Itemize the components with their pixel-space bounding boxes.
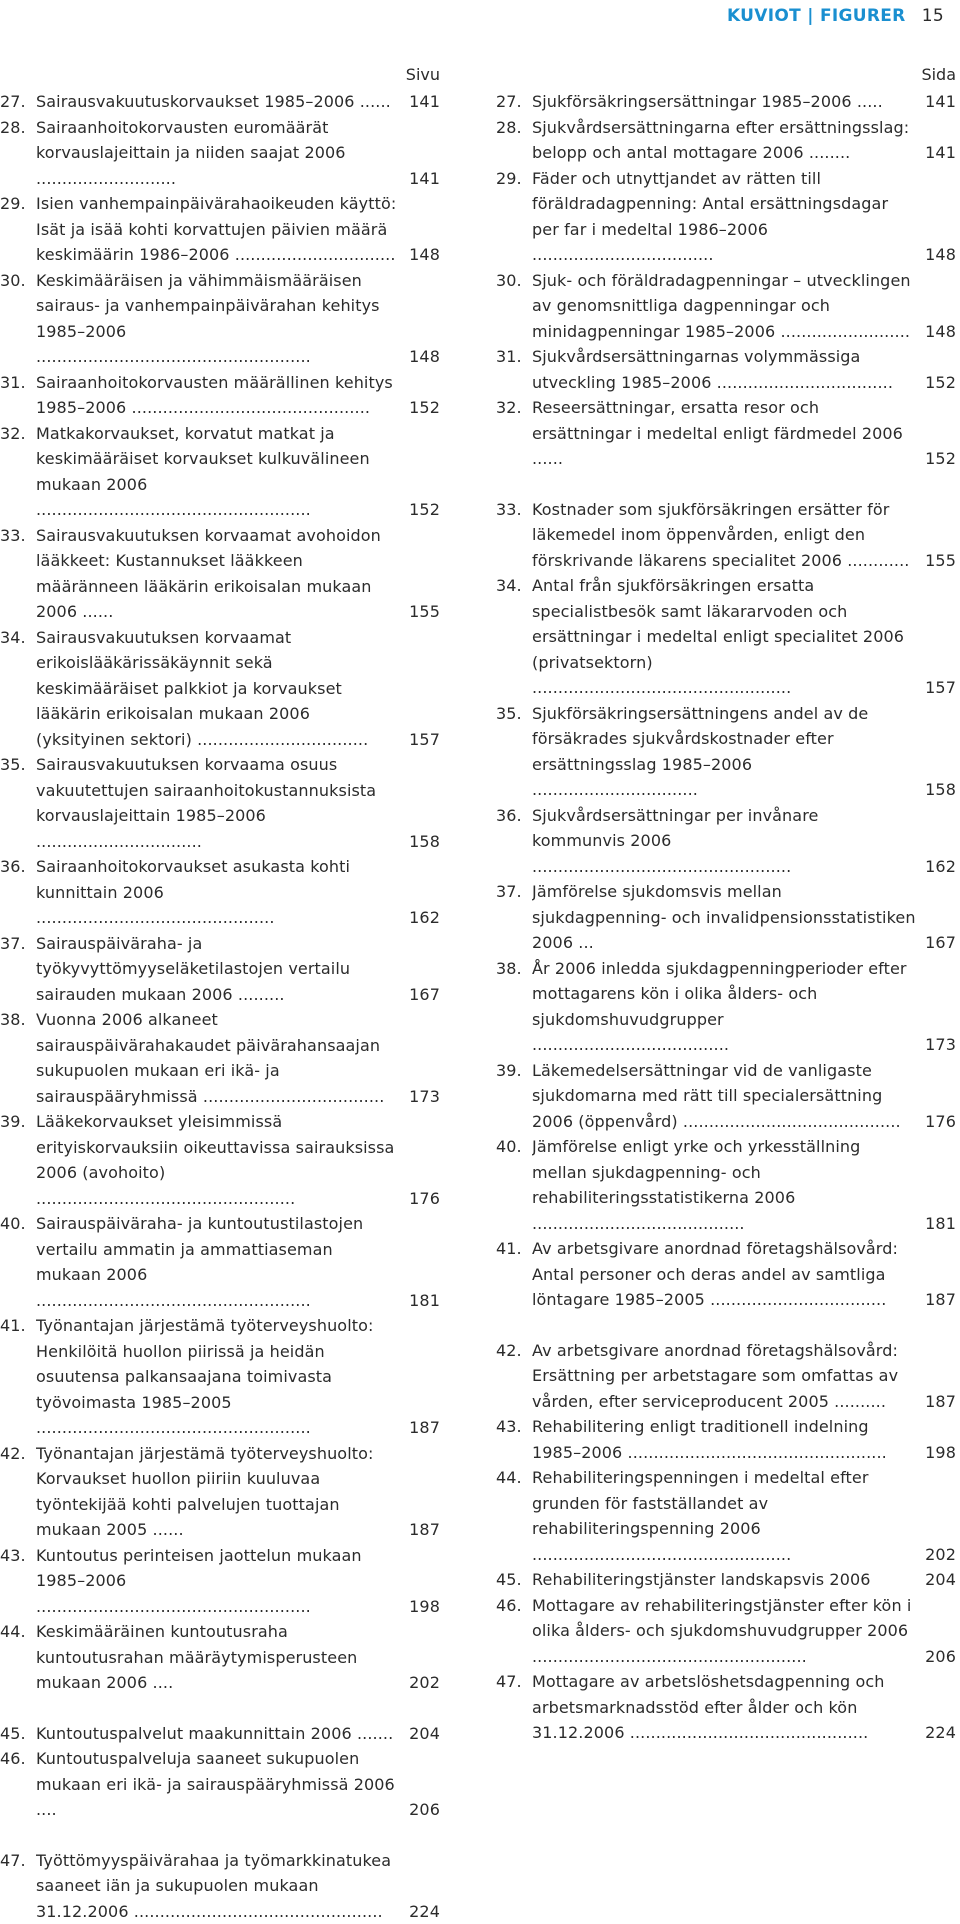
entry-title: Fäder och utnyttjandet av rätten till föräldradagpenning: Antal ersättningsdagar per far i medeltal 1986–2006 ................................... <box>532 166 916 268</box>
toc-entry[interactable] <box>0 1313 440 1441</box>
entry-title: Av arbetsgivare anordnad företagshälsovård: Ersättning per arbetstagare som omfattas av vården, efter serviceproducent 2005 .......... <box>532 1338 916 1415</box>
entry-title: Kuntoutuspalvelut maakunnittain 2006 ....... <box>36 1721 400 1747</box>
entry-page: 187 <box>400 1415 440 1441</box>
entry-number: 40. <box>0 1211 36 1237</box>
entry-page: 204 <box>916 1567 956 1593</box>
entry-number: 38. <box>0 1007 36 1033</box>
entry-page: 202 <box>916 1542 956 1568</box>
entry-number: 33. <box>0 523 36 549</box>
entry-page: 224 <box>400 1899 440 1924</box>
entry-number: 45. <box>496 1567 532 1593</box>
entry-page: 148 <box>400 344 440 370</box>
entry-page: 181 <box>400 1288 440 1314</box>
entry-number: 27. <box>496 89 532 115</box>
toc-entry[interactable] <box>0 89 440 115</box>
entry-page: 158 <box>400 829 440 855</box>
entry-title: Sairausvakuutuksen korvaamat avohoidon lääkkeet: Kustannukset lääkkeen määränneen lääkärin erikoisalan mukaan 2006 ...... <box>36 523 400 625</box>
entry-page: 157 <box>400 727 440 753</box>
toc-entry[interactable] <box>496 268 956 345</box>
toc-entry[interactable] <box>496 1414 956 1465</box>
entry-title: Jämförelse enligt yrke och yrkesställning mellan sjukdagpenning- och rehabiliteringsstatistikerna 2006 ......................................... <box>532 1134 916 1236</box>
toc-entry[interactable] <box>496 1236 956 1313</box>
entry-number: 36. <box>496 803 532 829</box>
toc-entry[interactable] <box>496 115 956 166</box>
entry-page: 206 <box>916 1644 956 1670</box>
entry-title: Sairauspäiväraha- ja työkyvyttömyyseläketilastojen vertailu sairauden mukaan 2006 ......... <box>36 931 400 1008</box>
entry-number: 44. <box>0 1619 36 1645</box>
toc-entry[interactable] <box>0 1543 440 1620</box>
entry-page: 158 <box>916 777 956 803</box>
entry-page: 167 <box>916 930 956 956</box>
section-title: KUVIOT | FIGURER <box>727 6 906 26</box>
entry-number: 29. <box>496 166 532 192</box>
entry-page: 157 <box>916 675 956 701</box>
entry-title: Vuonna 2006 alkaneet sairauspäivärahakaudet päivärahansaajan sukupuolen mukaan eri ikä- ja sairauspääryhmissä ................................... <box>36 1007 400 1109</box>
entry-title: Työttömyyspäivärahaa ja työmarkkinatukea saaneet iän ja sukupuolen mukaan 31.12.2006 ................................................ <box>36 1848 400 1924</box>
toc-entry[interactable] <box>0 268 440 370</box>
entry-number: 27. <box>0 89 36 115</box>
entry-number: 40. <box>496 1134 532 1160</box>
entry-page: 155 <box>916 548 956 574</box>
entry-number: 37. <box>496 879 532 905</box>
entry-page: 187 <box>916 1389 956 1415</box>
toc-entry[interactable] <box>0 523 440 625</box>
toc-entry[interactable] <box>496 803 956 880</box>
entry-number: 33. <box>496 497 532 523</box>
spacer <box>496 472 956 497</box>
entry-title: Reseersättningar, ersatta resor och ersättningar i medeltal enligt färdmedel 2006 ...... <box>532 395 916 472</box>
entry-page: 148 <box>916 319 956 345</box>
entry-number: 32. <box>496 395 532 421</box>
entry-title: Sairaanhoitokorvaukset asukasta kohti kunnittain 2006 .............................................. <box>36 854 400 931</box>
toc-entry[interactable] <box>0 1619 440 1696</box>
toc-entry[interactable] <box>0 854 440 931</box>
toc-entry[interactable] <box>496 1465 956 1567</box>
toc-entry[interactable] <box>0 1109 440 1211</box>
toc-entry[interactable] <box>496 956 956 1058</box>
entry-title: Rehabiliteringspenningen i medeltal efter grunden för fastställandet av rehabiliteringspenning 2006 .................................................. <box>532 1465 916 1567</box>
entry-title: Rehabiliteringstjänster landskapsvis 2006 <box>532 1567 916 1593</box>
entry-title: Sjukvårdsersättningarnas volymmässiga utveckling 1985–2006 .................................. <box>532 344 916 395</box>
entry-page: 148 <box>400 242 440 268</box>
entry-title: Kuntoutus perinteisen jaottelun mukaan 1985–2006 ..................................................... <box>36 1543 400 1620</box>
spacer <box>0 1823 440 1848</box>
entry-number: 47. <box>0 1848 36 1874</box>
entry-title: Sairausvakuutuskorvaukset 1985–2006 ...... <box>36 89 400 115</box>
entry-number: 41. <box>496 1236 532 1262</box>
entry-title: Sjukförsäkringsersättningar 1985–2006 ..... <box>532 89 916 115</box>
toc-entry[interactable] <box>0 115 440 192</box>
toc-entry[interactable] <box>496 1593 956 1670</box>
entry-page: 141 <box>400 89 440 115</box>
entry-title: Mottagare av rehabiliteringstjänster efter kön i olika ålders- och sjukdomshuvudgrupper 2006 ..................................................... <box>532 1593 916 1670</box>
toc-entry[interactable] <box>496 1134 956 1236</box>
entry-page: 206 <box>400 1797 440 1823</box>
toc-entry[interactable] <box>0 1007 440 1109</box>
toc-entry[interactable] <box>496 1058 956 1135</box>
entry-page: 224 <box>916 1720 956 1746</box>
entry-page: 204 <box>400 1721 440 1747</box>
entry-title: Sjuk- och föräldradagpenningar – utvecklingen av genomsnittliga dagpenningar och minidagpenningar 1985–2006 ......................... <box>532 268 916 345</box>
toc-entry[interactable] <box>0 752 440 854</box>
toc-entry[interactable] <box>496 701 956 803</box>
entry-number: 30. <box>496 268 532 294</box>
entry-title: Keskimääräisen ja vähimmäismääräisen sairaus- ja vanhempainpäivärahan kehitys 1985–2006 ..................................................... <box>36 268 400 370</box>
toc-entry[interactable] <box>496 89 956 115</box>
page-number: 15 <box>922 6 944 26</box>
entry-page: 181 <box>916 1211 956 1237</box>
entry-title: Sairaanhoitokorvausten euromäärät korvauslajeittain ja niiden saajat 2006 ........................... <box>36 115 400 192</box>
entry-number: 32. <box>0 421 36 447</box>
entry-title: Kostnader som sjukförsäkringen ersätter för läkemedel inom öppenvården, enligt den förskrivande läkarens specialitet 2006 ............ <box>532 497 916 574</box>
entry-number: 41. <box>0 1313 36 1339</box>
spacer <box>0 1696 440 1721</box>
entry-title: Sairausvakuutuksen korvaama osuus vakuutettujen sairaanhoitokustannuksista korvauslajeittain 1985–2006 ................................ <box>36 752 400 854</box>
entry-title: Keskimääräinen kuntoutusraha kuntoutusrahan määräytymisperusteen mukaan 2006 .... <box>36 1619 400 1696</box>
entry-number: 46. <box>496 1593 532 1619</box>
entry-number: 43. <box>496 1414 532 1440</box>
entry-page: 176 <box>400 1186 440 1212</box>
entry-page: 141 <box>400 166 440 192</box>
entry-number: 34. <box>0 625 36 651</box>
entry-number: 39. <box>496 1058 532 1084</box>
spacer <box>496 1313 956 1338</box>
entry-number: 31. <box>496 344 532 370</box>
entry-page: 152 <box>916 370 956 396</box>
entry-page: 152 <box>916 446 956 472</box>
entry-page: 162 <box>916 854 956 880</box>
entry-page: 167 <box>400 982 440 1008</box>
toc-entry[interactable] <box>496 166 956 268</box>
toc-entry[interactable] <box>0 1746 440 1823</box>
entry-page: 152 <box>400 395 440 421</box>
entry-page: 198 <box>400 1594 440 1620</box>
toc-entry[interactable] <box>496 1567 956 1593</box>
entry-page: 187 <box>916 1287 956 1313</box>
entry-page: 198 <box>916 1440 956 1466</box>
entry-page: 141 <box>916 140 956 166</box>
entry-title: Sjukförsäkringsersättningens andel av de försäkrades sjukvårdskostnader efter ersättningsslag 1985–2006 ................................ <box>532 701 916 803</box>
entry-title: Rehabilitering enligt traditionell indelning 1985–2006 .................................................. <box>532 1414 916 1465</box>
entry-number: 35. <box>0 752 36 778</box>
entry-number: 36. <box>0 854 36 880</box>
entry-title: Sjukvårdsersättningarna efter ersättningsslag: belopp och antal mottagare 2006 ........ <box>532 115 916 166</box>
entry-number: 28. <box>496 115 532 141</box>
entry-title: Matkakorvaukset, korvatut matkat ja keskimääräiset korvaukset kulkuvälineen mukaan 2006 ..................................................... <box>36 421 400 523</box>
entry-page: 148 <box>916 242 956 268</box>
toc-entry[interactable] <box>0 931 440 1008</box>
toc-entry[interactable] <box>0 1211 440 1313</box>
toc-column-swedish <box>496 64 956 1746</box>
toc-entry[interactable] <box>0 1848 440 1924</box>
entry-title: Jämförelse sjukdomsvis mellan sjukdagpenning- och invalidpensionsstatistiken 2006 ... <box>532 879 916 956</box>
toc-entry[interactable] <box>496 395 956 472</box>
entry-number: 31. <box>0 370 36 396</box>
entry-title: Mottagare av arbetslöshetsdagpenning och arbetsmarknadsstöd efter ålder och kön 31.12.2006 .............................................. <box>532 1669 916 1746</box>
toc-entry[interactable] <box>0 370 440 421</box>
entry-number: 44. <box>496 1465 532 1491</box>
entry-page: 176 <box>916 1109 956 1135</box>
entry-number: 37. <box>0 931 36 957</box>
entry-title: Työnantajan järjestämä työterveyshuolto: Korvaukset huollon piiriin kuuluvaa työntekijää kohti palvelujen tuottajan mukaan 2005 ...... <box>36 1441 400 1543</box>
entry-number: 28. <box>0 115 36 141</box>
toc-entry[interactable] <box>496 344 956 395</box>
entry-title: Sjukvårdsersättningar per invånare kommunvis 2006 .................................................. <box>532 803 916 880</box>
toc-entry[interactable] <box>0 1721 440 1747</box>
column-header-sivu: Sivu <box>0 64 440 86</box>
entry-title: Antal från sjukförsäkringen ersatta specialistbesök samt läkararvoden och ersättningar i medeltal enligt specialitet 2006 (privatsektorn) .................................................. <box>532 573 916 701</box>
toc-column-finnish <box>0 64 440 1924</box>
toc-entry[interactable] <box>496 879 956 956</box>
entry-page: 173 <box>916 1032 956 1058</box>
toc-entry[interactable] <box>496 1669 956 1746</box>
entry-page: 173 <box>400 1084 440 1110</box>
entry-title: Lääkekorvaukset yleisimmissä erityiskorvauksiin oikeuttavissa sairauksissa 2006 (avohoito) .................................................. <box>36 1109 400 1211</box>
entry-number: 43. <box>0 1543 36 1569</box>
entry-title: Av arbetsgivare anordnad företagshälsovård: Antal personer och deras andel av samtliga löntagare 1985–2005 .................................. <box>532 1236 916 1313</box>
column-header-sida: Sida <box>496 64 956 86</box>
entry-number: 30. <box>0 268 36 294</box>
entry-number: 34. <box>496 573 532 599</box>
entry-title: Työnantajan järjestämä työterveyshuolto: Henkilöitä huollon piirissä ja heidän osuutensa palkansaajana toimivasta työvoimasta 1985–2005 ..................................................... <box>36 1313 400 1441</box>
entry-number: 38. <box>496 956 532 982</box>
toc-list-finnish <box>0 89 440 1924</box>
entry-number: 29. <box>0 191 36 217</box>
toc-list-swedish <box>496 89 956 1746</box>
entry-number: 42. <box>496 1338 532 1364</box>
toc-entry[interactable] <box>496 1338 956 1415</box>
entry-number: 46. <box>0 1746 36 1772</box>
entry-page: 155 <box>400 599 440 625</box>
page-header <box>727 6 944 26</box>
entry-title: Läkemedelsersättningar vid de vanligaste sjukdomarna med rätt till specialersättning 2006 (öppenvård) .......................................... <box>532 1058 916 1135</box>
entry-title: Sairauspäiväraha- ja kuntoutustilastojen vertailu ammatin ja ammattiaseman mukaan 2006 ..................................................... <box>36 1211 400 1313</box>
entry-number: 45. <box>0 1721 36 1747</box>
entry-number: 35. <box>496 701 532 727</box>
toc-entry[interactable] <box>0 625 440 753</box>
entry-page: 187 <box>400 1517 440 1543</box>
entry-title: År 2006 inledda sjukdagpenningperioder efter mottagarens kön i olika ålders- och sjukdomshuvudgrupper ...................................... <box>532 956 916 1058</box>
entry-page: 152 <box>400 497 440 523</box>
toc-entry[interactable] <box>0 1441 440 1543</box>
entry-title: Sairausvakuutuksen korvaamat erikoislääkärissäkäynnit sekä keskimääräiset palkkiot ja korvaukset lääkärin erikoisalan mukaan 2006 (yksityinen sektori) ................................. <box>36 625 400 753</box>
toc-entry[interactable] <box>496 573 956 701</box>
toc-entry[interactable] <box>0 421 440 523</box>
entry-title: Sairaanhoitokorvausten määrällinen kehitys 1985–2006 .............................................. <box>36 370 400 421</box>
entry-page: 162 <box>400 905 440 931</box>
entry-number: 47. <box>496 1669 532 1695</box>
entry-number: 39. <box>0 1109 36 1135</box>
toc-entry[interactable] <box>496 497 956 574</box>
entry-title: Kuntoutuspalveluja saaneet sukupuolen mukaan eri ikä- ja sairauspääryhmissä 2006 .... <box>36 1746 400 1823</box>
entry-page: 141 <box>916 89 956 115</box>
toc-entry[interactable] <box>0 191 440 268</box>
entry-page: 202 <box>400 1670 440 1696</box>
entry-number: 42. <box>0 1441 36 1467</box>
entry-title: Isien vanhempainpäivärahaoikeuden käyttö: Isät ja isää kohti korvattujen päivien määrä keskimäärin 1986–2006 ............................... <box>36 191 400 268</box>
